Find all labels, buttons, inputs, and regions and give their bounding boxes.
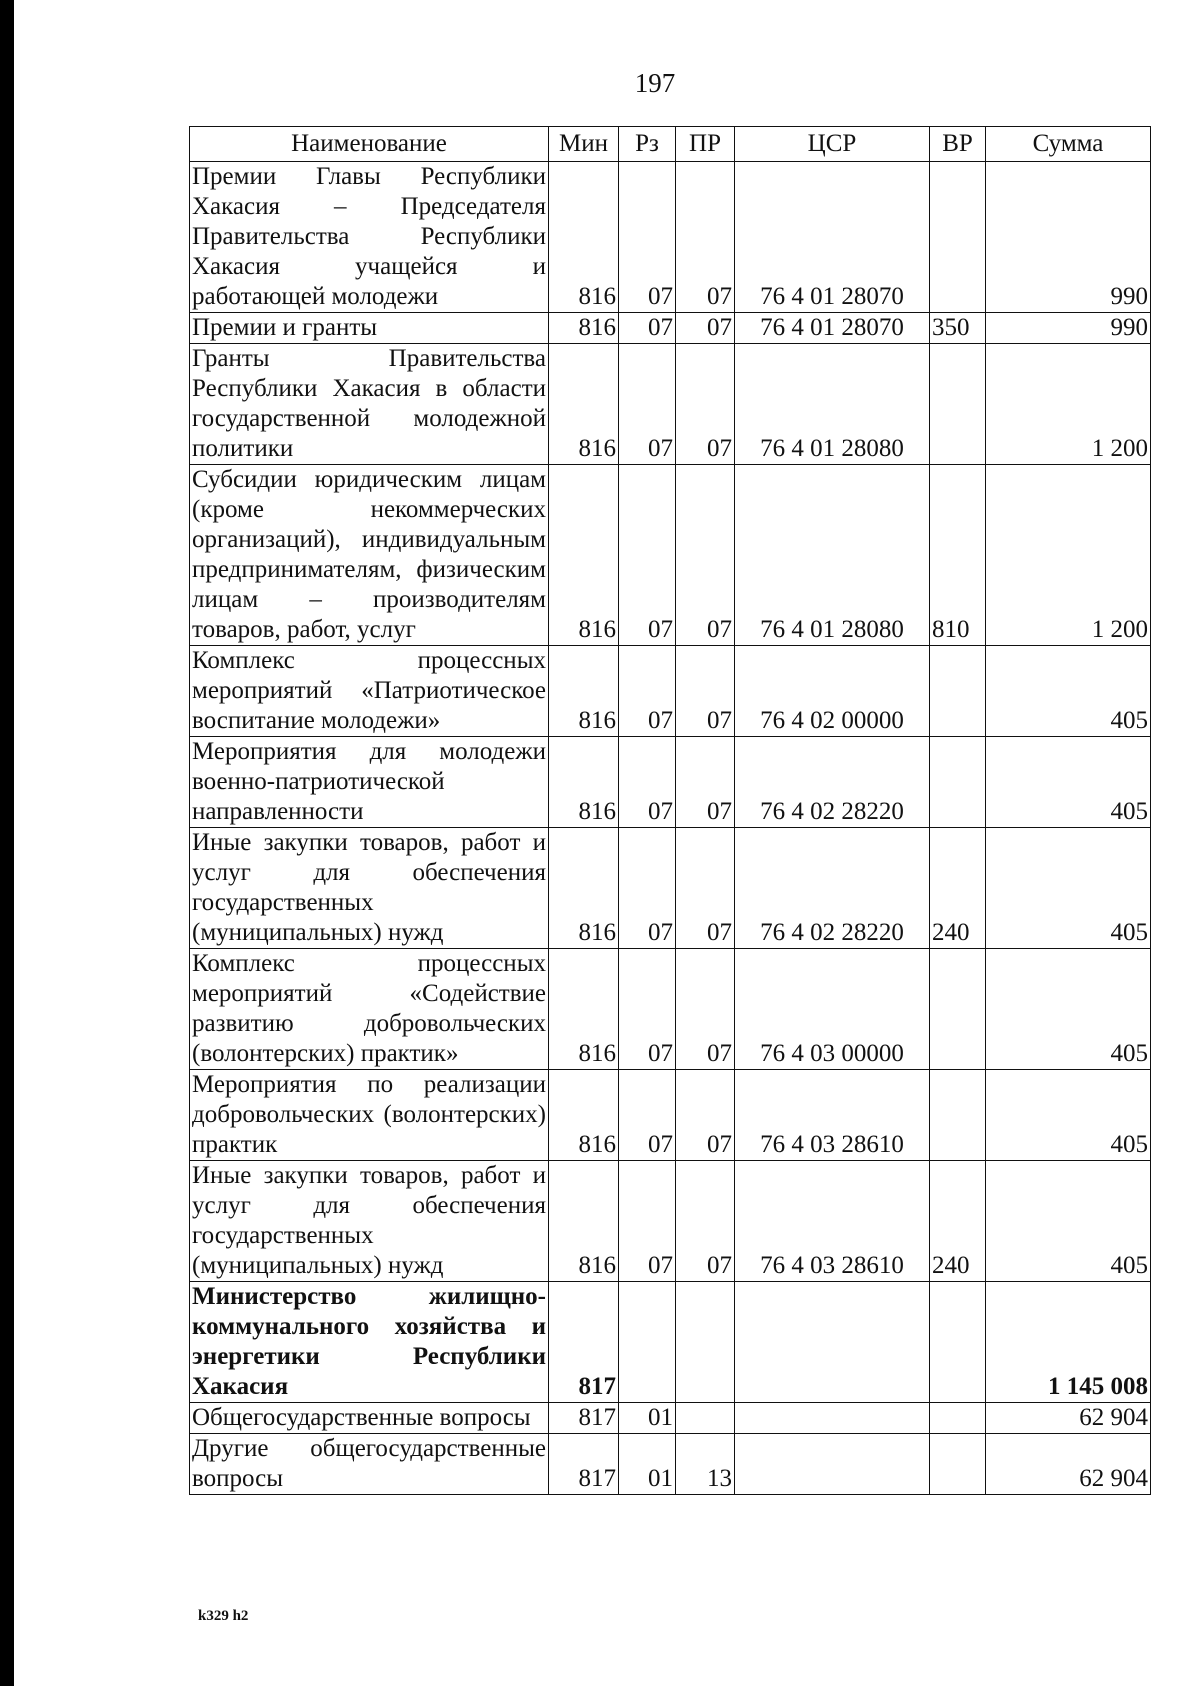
cell-sum: 1 200: [986, 344, 1151, 465]
cell-sum: 405: [986, 828, 1151, 949]
cell-csr: 76 4 02 28220: [735, 828, 930, 949]
cell-vr: 350: [930, 313, 986, 344]
header-row: [190, 127, 1151, 162]
table-row: [190, 828, 1151, 949]
cell-pr: 07: [676, 1161, 735, 1282]
table-row: [190, 1070, 1151, 1161]
cell-name: Премии и гранты: [190, 313, 549, 344]
table-row: [190, 465, 1151, 646]
cell-name: Общегосударственные вопросы: [190, 1403, 549, 1434]
cell-sum: 1 200: [986, 465, 1151, 646]
cell-min: 816: [549, 1070, 619, 1161]
table-row: [190, 646, 1151, 737]
cell-sum: 405: [986, 1161, 1151, 1282]
budget-table: [189, 126, 1151, 1495]
table-row: [190, 949, 1151, 1070]
cell-rz: 01: [619, 1403, 676, 1434]
col-header-sum: Сумма: [986, 127, 1151, 162]
cell-pr: 07: [676, 737, 735, 828]
cell-name: Министерство жилищно-коммунального хозяйства и энергетики Республики Хакасия: [190, 1282, 549, 1403]
cell-pr: [676, 1282, 735, 1403]
cell-vr: [930, 1434, 986, 1495]
cell-min: 816: [549, 162, 619, 313]
cell-name: Субсидии юридическим лицам (кроме некоммерческих организаций), индивидуальным предпринимателям, физическим лицам – производителям товаров, работ, услуг: [190, 465, 549, 646]
cell-pr: 07: [676, 1070, 735, 1161]
cell-vr: [930, 1282, 986, 1403]
cell-csr: 76 4 03 28610: [735, 1070, 930, 1161]
cell-sum: 405: [986, 949, 1151, 1070]
table-row: [190, 1282, 1151, 1403]
cell-rz: 07: [619, 737, 676, 828]
cell-min: 816: [549, 313, 619, 344]
cell-pr: 07: [676, 313, 735, 344]
col-header-name: Наименование: [190, 127, 549, 162]
cell-csr: 76 4 03 00000: [735, 949, 930, 1070]
cell-name: Иные закупки товаров, работ и услуг для обеспечения государственных (муниципальных) нужд: [190, 828, 549, 949]
cell-vr: 240: [930, 828, 986, 949]
cell-vr: [930, 1070, 986, 1161]
cell-sum: 62 904: [986, 1434, 1151, 1495]
table-row: [190, 1403, 1151, 1434]
cell-rz: [619, 1282, 676, 1403]
cell-pr: [676, 1403, 735, 1434]
cell-min: 816: [549, 646, 619, 737]
cell-csr: 76 4 01 28070: [735, 313, 930, 344]
cell-rz: 07: [619, 646, 676, 737]
cell-min: 816: [549, 465, 619, 646]
cell-pr: 07: [676, 828, 735, 949]
cell-min: 817: [549, 1282, 619, 1403]
cell-name: Мероприятия для молодежи военно-патриотической направленности: [190, 737, 549, 828]
col-header-vr: ВР: [930, 127, 986, 162]
cell-sum: 62 904: [986, 1403, 1151, 1434]
cell-sum: 1 145 008: [986, 1282, 1151, 1403]
cell-csr: 76 4 01 28070: [735, 162, 930, 313]
cell-csr: 76 4 02 28220: [735, 737, 930, 828]
col-header-csr: ЦСР: [735, 127, 930, 162]
cell-min: 816: [549, 344, 619, 465]
cell-min: 816: [549, 1161, 619, 1282]
cell-name: Иные закупки товаров, работ и услуг для обеспечения государственных (муниципальных) нужд: [190, 1161, 549, 1282]
col-header-rz: Рз: [619, 127, 676, 162]
cell-name: Другие общегосударственные вопросы: [190, 1434, 549, 1495]
cell-min: 817: [549, 1434, 619, 1495]
cell-rz: 07: [619, 313, 676, 344]
cell-sum: 405: [986, 737, 1151, 828]
cell-name: Гранты Правительства Республики Хакасия в области государственной молодежной политики: [190, 344, 549, 465]
cell-name: Мероприятия по реализации добровольческих (волонтерских) практик: [190, 1070, 549, 1161]
cell-rz: 07: [619, 344, 676, 465]
cell-min: 816: [549, 828, 619, 949]
cell-pr: 07: [676, 646, 735, 737]
cell-vr: [930, 1403, 986, 1434]
cell-pr: 07: [676, 162, 735, 313]
cell-vr: 810: [930, 465, 986, 646]
cell-pr: 13: [676, 1434, 735, 1495]
cell-csr: 76 4 01 28080: [735, 465, 930, 646]
table-row: [190, 313, 1151, 344]
cell-rz: 07: [619, 828, 676, 949]
cell-min: 816: [549, 737, 619, 828]
table-row: [190, 344, 1151, 465]
cell-min: 817: [549, 1403, 619, 1434]
page-number: 197: [634, 68, 676, 98]
table-body: [190, 162, 1151, 1495]
cell-rz: 01: [619, 1434, 676, 1495]
cell-vr: [930, 646, 986, 737]
cell-rz: 07: [619, 465, 676, 646]
cell-csr: [735, 1434, 930, 1495]
table-row: [190, 1434, 1151, 1495]
cell-vr: 240: [930, 1161, 986, 1282]
cell-vr: [930, 162, 986, 313]
cell-rz: 07: [619, 162, 676, 313]
cell-pr: 07: [676, 949, 735, 1070]
table-row: [190, 737, 1151, 828]
cell-csr: [735, 1282, 930, 1403]
cell-min: 816: [549, 949, 619, 1070]
cell-sum: 990: [986, 313, 1151, 344]
cell-csr: [735, 1403, 930, 1434]
cell-rz: 07: [619, 949, 676, 1070]
cell-pr: 07: [676, 465, 735, 646]
cell-csr: 76 4 02 00000: [735, 646, 930, 737]
footer-code: k329 h2: [198, 1608, 249, 1624]
cell-name: Комплекс процессных мероприятий «Содействие развитию добровольческих (волонтерских) практик»: [190, 949, 549, 1070]
table-row: [190, 1161, 1151, 1282]
cell-name: Комплекс процессных мероприятий «Патриотическое воспитание молодежи»: [190, 646, 549, 737]
cell-sum: 990: [986, 162, 1151, 313]
cell-rz: 07: [619, 1161, 676, 1282]
cell-sum: 405: [986, 646, 1151, 737]
col-header-min: Мин: [549, 127, 619, 162]
cell-rz: 07: [619, 1070, 676, 1161]
cell-pr: 07: [676, 344, 735, 465]
cell-sum: 405: [986, 1070, 1151, 1161]
cell-name: Премии Главы Республики Хакасия – Председателя Правительства Республики Хакасия учащейся и работающей молодежи: [190, 162, 549, 313]
table-row: [190, 162, 1151, 313]
cell-vr: [930, 737, 986, 828]
cell-csr: 76 4 01 28080: [735, 344, 930, 465]
scan-edge: [0, 0, 14, 1686]
cell-vr: [930, 344, 986, 465]
col-header-pr: ПР: [676, 127, 735, 162]
cell-vr: [930, 949, 986, 1070]
cell-csr: 76 4 03 28610: [735, 1161, 930, 1282]
